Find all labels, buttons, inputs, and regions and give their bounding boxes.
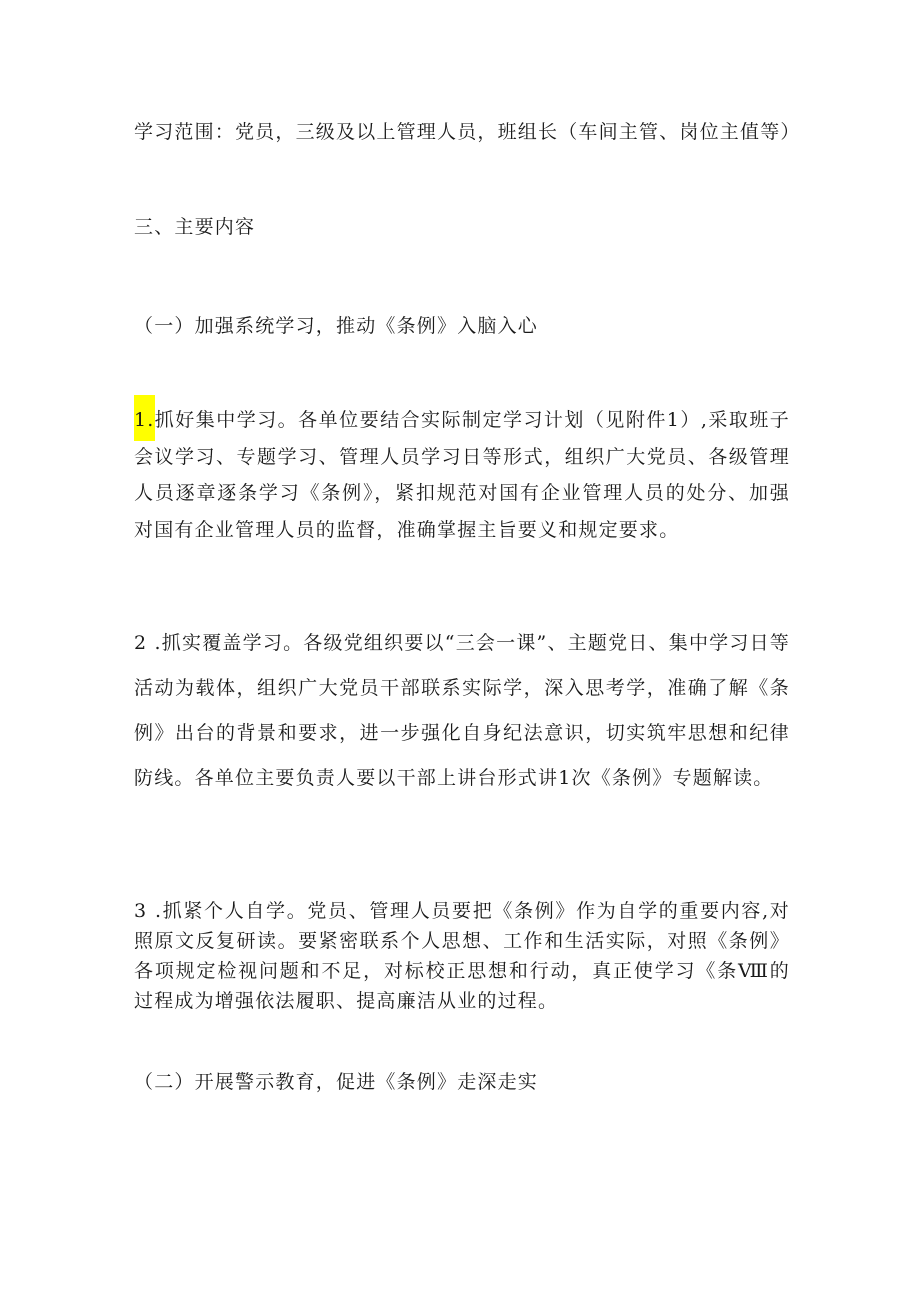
subsection-heading: （一）加强系统学习，推动《条例》入脑入心 — [134, 315, 539, 337]
subsection-heading: （二）开展警示教育，促进《条例》走深走实 — [134, 1071, 539, 1093]
section-heading: 三、主要内容 — [134, 216, 256, 238]
item-number: 2 — [134, 632, 148, 654]
highlighted-item-number: 1. — [134, 395, 155, 441]
paragraph-text: .抓紧个人自学。党员、管理人员要把《条例》作为自学的重要内容,对照原文反复研读。要紧密联系个人思想、工作和生活实际，对照《条例》各项规定检视问题和不足，对标校正思想和行动，真正使学习《条Ⅷ的过程成为增强依法履职、提高廉洁从业的过程。 — [134, 900, 790, 1012]
paragraph-text: .抓实覆盖学习。各级党组织要以“三会一课”、主题党日、集中学习日等活动为载体，组织广大党员干部联系实际学，深入思考学，准确了解《条例》出台的背景和要求，进一步强化自身纪法意识，切实筑牢思想和纪律防线。各单位主要负责人要以干部上讲台形式讲1次《条例》专题解读。 — [134, 632, 790, 789]
paragraph-text: 抓好集中学习。各单位要结合实际制定学习计划（见附件1）,采取班子会议学习、专题学习、管理人员学习日等形式，组织广大党员、各级管理人员逐章逐条学习《条例》，紧扣规范对国有企业管理人员的处分、加强对国有企业管理人员的监督，准确掌握主旨要义和规定要求。 — [134, 409, 790, 541]
paragraph-item-2 — [134, 621, 790, 801]
paragraph-item-3 — [134, 896, 790, 1016]
paragraph-item-1 — [134, 402, 790, 548]
item-number: 3 — [134, 900, 148, 922]
scope-line: 学习范围：党员，三级及以上管理人员，班组长（车间主管、岗位主值等） — [134, 121, 801, 143]
